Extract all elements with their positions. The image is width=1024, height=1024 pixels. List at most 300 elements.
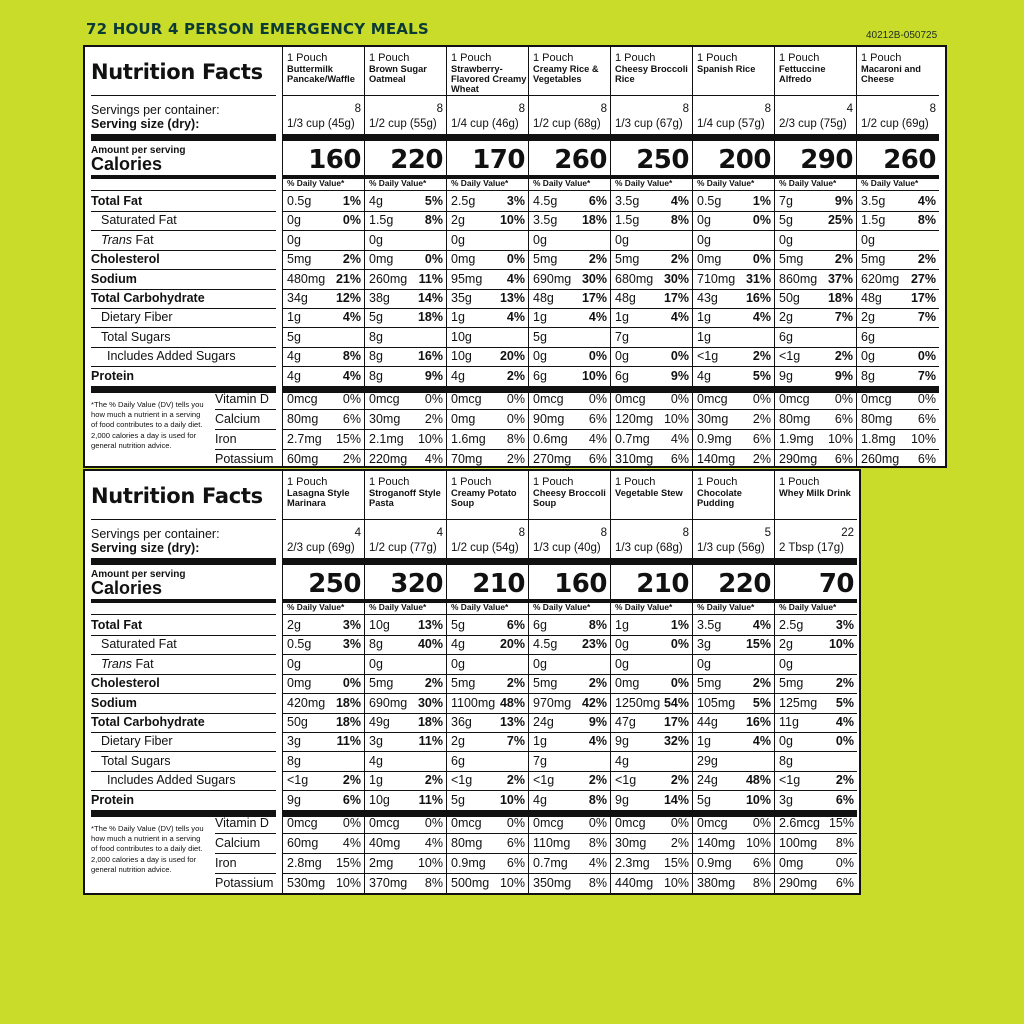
calcium-amount: 80mg <box>287 412 319 426</box>
lot-code: 40212B-050725 <box>866 30 938 41</box>
potassium-daily-value: 4% <box>424 452 443 466</box>
saturated-fat-cell <box>451 211 525 230</box>
total-sugars-cell <box>779 328 853 347</box>
vitamin-d-cell <box>779 389 853 409</box>
potassium-daily-value: 10% <box>335 876 361 890</box>
cholesterol-daily-value: 2% <box>424 676 443 691</box>
product-column <box>283 47 365 466</box>
divider <box>447 95 528 96</box>
total-carbohydrate-amount: 48g <box>615 291 636 305</box>
sodium-label: Sodium <box>91 695 137 710</box>
divider <box>365 190 446 191</box>
trans-fat-cell <box>369 655 443 674</box>
cholesterol-daily-value: 2% <box>670 252 689 267</box>
dietary-fiber-amount: 3g <box>369 734 383 749</box>
potassium-daily-value: 6% <box>588 452 607 466</box>
total-carbohydrate-daily-value: 13% <box>499 715 525 729</box>
iron-cell <box>615 853 689 873</box>
vitamin-d-cell <box>697 389 771 409</box>
calcium-label: Calcium <box>215 836 261 850</box>
sodium-amount: 680mg <box>615 271 654 286</box>
divider <box>611 190 692 191</box>
added-sugars-daily-value: 0% <box>588 349 607 364</box>
calcium-amount: 30mg <box>615 836 647 850</box>
protein-daily-value: 11% <box>418 792 443 807</box>
total-carbohydrate-cell <box>451 289 525 308</box>
trans-label-rest: Fat <box>132 232 154 247</box>
sodium-daily-value: 30% <box>417 695 443 710</box>
serving-size: 1/3 cup (56g) <box>697 542 765 554</box>
pouch-label: 1 Pouch <box>451 52 492 64</box>
iron-amount: 0.6mg <box>533 432 568 446</box>
sodium-cell <box>369 270 443 289</box>
protein-cell <box>287 791 361 810</box>
added-sugars-daily-value: 2% <box>506 773 525 788</box>
potassium-cell <box>615 449 689 469</box>
serving-size: 2 Tbsp (17g) <box>779 542 844 554</box>
dietary-fiber-daily-value: 4% <box>342 310 361 325</box>
potassium-label: Potassium <box>215 452 274 466</box>
calcium-cell <box>369 409 443 429</box>
calcium-amount: 40mg <box>369 836 401 850</box>
added-sugars-amount: <1g <box>533 773 555 788</box>
divider <box>693 134 774 141</box>
servings-per-container: 8 <box>764 103 771 115</box>
pouch-label: 1 Pouch <box>287 476 328 488</box>
cholesterol-amount: 5mg <box>779 252 804 267</box>
cholesterol-cell <box>615 250 689 269</box>
calcium-daily-value: 6% <box>917 412 936 426</box>
product-name: Buttermilk Pancake/Waffle <box>287 64 355 84</box>
divider <box>365 519 446 520</box>
protein-daily-value: 9% <box>834 368 853 383</box>
trans-fat-amount: 0g <box>615 656 629 671</box>
protein-daily-value: 9% <box>670 368 689 383</box>
dietary-fiber-daily-value: 4% <box>506 310 525 325</box>
protein-amount: 4g <box>697 368 711 383</box>
vitamin-d-amount: 0mcg <box>451 816 482 830</box>
calcium-label: Calcium <box>215 412 261 426</box>
total-sugars-amount: 6g <box>451 753 465 768</box>
potassium-amount: 290mg <box>779 876 818 890</box>
total-sugars-cell <box>287 328 361 347</box>
sodium-amount: 480mg <box>287 271 326 286</box>
total-fat-amount: 3.5g <box>861 194 886 208</box>
potassium-amount: 350mg <box>533 876 572 890</box>
total-fat-cell <box>287 616 361 635</box>
added-sugars-cell <box>287 347 361 366</box>
potassium-daily-value: 6% <box>835 876 854 890</box>
added-sugars-cell <box>779 771 854 790</box>
dietary-fiber-amount: 1g <box>533 310 547 325</box>
sodium-cell <box>451 270 525 289</box>
total-carbohydrate-amount: 47g <box>615 715 636 729</box>
added-sugars-cell <box>451 347 525 366</box>
cholesterol-cell <box>861 250 936 269</box>
divider <box>365 95 446 96</box>
sodium-daily-value: 37% <box>827 271 853 286</box>
total-fat-daily-value: 6% <box>588 194 607 208</box>
saturated-fat-cell <box>697 211 771 230</box>
protein-amount: 8g <box>861 368 875 383</box>
added-sugars-label: Includes Added Sugars <box>107 773 236 788</box>
total-sugars-cell <box>369 752 443 771</box>
dietary-fiber-amount: 1g <box>533 734 547 749</box>
total-sugars-label: Total Sugars <box>101 329 171 344</box>
divider <box>693 519 774 520</box>
total-carbohydrate-daily-value: 17% <box>663 715 689 729</box>
total-sugars-amount: 6g <box>779 329 793 344</box>
divider <box>447 519 528 520</box>
added-sugars-daily-value: 20% <box>499 349 525 364</box>
total-sugars-amount: 6g <box>861 329 875 344</box>
calories-value: 210 <box>636 569 689 599</box>
iron-amount: 0.7mg <box>615 432 650 446</box>
product-column <box>775 47 857 466</box>
saturated-fat-daily-value: 18% <box>581 213 607 228</box>
added-sugars-cell <box>369 771 443 790</box>
iron-cell <box>451 429 525 449</box>
added-sugars-daily-value: 2% <box>835 773 854 788</box>
product-name: Whey Milk Drink <box>779 488 851 498</box>
servings-per-container: 5 <box>764 527 771 539</box>
vitamin-d-amount: 0mcg <box>533 816 564 830</box>
product-column <box>693 471 775 893</box>
calories-value: 160 <box>308 145 361 175</box>
product-name: Stroganoff Style Pasta <box>369 488 441 508</box>
servings-per-container: 8 <box>682 527 689 539</box>
protein-cell <box>369 367 443 386</box>
cholesterol-amount: 5mg <box>779 676 804 691</box>
vitamin-d-daily-value: 0% <box>752 816 771 830</box>
dietary-fiber-cell <box>615 732 689 751</box>
vitamin-d-cell <box>369 813 443 833</box>
saturated-fat-cell <box>369 635 443 654</box>
protein-cell <box>615 367 689 386</box>
trans-fat-cell <box>369 231 443 250</box>
cholesterol-amount: 5mg <box>533 676 558 691</box>
potassium-amount: 530mg <box>287 876 326 890</box>
total-fat-amount: 2.5g <box>779 618 804 632</box>
saturated-fat-cell <box>533 635 607 654</box>
nutrition-panel-top <box>83 45 947 468</box>
saturated-fat-cell <box>451 635 525 654</box>
divider <box>91 519 276 520</box>
serving-size: 1/3 cup (68g) <box>615 542 683 554</box>
divider <box>447 190 528 191</box>
pouch-label: 1 Pouch <box>533 476 574 488</box>
total-fat-daily-value: 13% <box>417 618 443 632</box>
dietary-fiber-amount: 5g <box>369 310 383 325</box>
cholesterol-cell <box>697 674 771 693</box>
daily-value-footnote: *The % Daily Value (DV) tells you how much a nutrient in a serving of food contributes to a daily diet. 2,000 calories a day is used for general nutrition advice. <box>91 400 204 450</box>
potassium-amount: 380mg <box>697 876 736 890</box>
dietary-fiber-cell <box>369 732 443 751</box>
amount-per-serving-label: Amount per serving <box>91 569 186 580</box>
vitamin-d-cell <box>451 813 525 833</box>
calcium-amount: 100mg <box>779 836 818 850</box>
trans-fat-cell <box>697 231 771 250</box>
iron-amount: 2mg <box>369 856 394 870</box>
added-sugars-cell <box>779 347 853 366</box>
divider <box>775 558 857 565</box>
trans-label-rest: Fat <box>132 656 154 671</box>
page-title: 72 HOUR 4 PERSON EMERGENCY MEALS <box>86 20 429 38</box>
protein-cell <box>451 791 525 810</box>
product-column <box>529 471 611 893</box>
total-sugars-cell <box>287 752 361 771</box>
calcium-daily-value: 2% <box>670 836 689 850</box>
total-fat-daily-value: 6% <box>506 618 525 632</box>
potassium-daily-value: 2% <box>752 452 771 466</box>
cholesterol-label: Cholesterol <box>91 676 160 691</box>
saturated-fat-amount: 2g <box>779 637 793 652</box>
saturated-fat-cell <box>615 635 689 654</box>
saturated-fat-amount: 0g <box>697 213 711 228</box>
added-sugars-daily-value: 2% <box>424 773 443 788</box>
iron-cell <box>697 429 771 449</box>
cholesterol-cell <box>287 674 361 693</box>
product-column <box>857 47 939 466</box>
iron-daily-value: 8% <box>506 432 525 446</box>
added-sugars-amount: 1g <box>369 773 383 788</box>
total-fat-daily-value: 5% <box>424 194 443 208</box>
saturated-fat-amount: 4.5g <box>533 637 558 652</box>
sodium-amount: 690mg <box>533 271 572 286</box>
protein-label: Protein <box>91 792 135 807</box>
cholesterol-amount: 0mg <box>369 252 394 267</box>
protein-daily-value: 2% <box>506 368 525 383</box>
potassium-cell <box>451 873 525 893</box>
divider <box>857 134 939 141</box>
divider <box>283 134 364 141</box>
calories-value: 220 <box>390 145 443 175</box>
dietary-fiber-daily-value: 7% <box>917 310 936 325</box>
protein-cell <box>697 791 771 810</box>
serving-size: 1/2 cup (77g) <box>369 542 437 554</box>
vitamin-d-amount: 0mcg <box>369 816 400 830</box>
total-carbohydrate-daily-value: 16% <box>745 291 771 305</box>
product-name: Macaroni and Cheese <box>861 64 921 84</box>
saturated-fat-amount: 3.5g <box>533 213 558 228</box>
dietary-fiber-amount: 0g <box>779 734 793 749</box>
product-column <box>529 47 611 466</box>
total-sugars-cell <box>533 328 607 347</box>
sodium-cell <box>287 694 361 713</box>
saturated-fat-amount: 0g <box>287 213 301 228</box>
saturated-fat-cell <box>697 635 771 654</box>
cholesterol-daily-value: 0% <box>342 676 361 691</box>
divider <box>283 614 364 615</box>
product-column <box>447 47 529 466</box>
potassium-amount: 440mg <box>615 876 654 890</box>
protein-cell <box>697 367 771 386</box>
added-sugars-amount: 10g <box>451 349 472 364</box>
saturated-fat-cell <box>779 211 853 230</box>
dietary-fiber-cell <box>779 308 853 327</box>
iron-daily-value: 10% <box>910 432 936 446</box>
trans-fat-label <box>101 655 154 674</box>
total-sugars-amount: 7g <box>533 753 547 768</box>
trans-fat-amount: 0g <box>287 232 301 247</box>
vitamin-d-amount: 0mcg <box>697 816 728 830</box>
total-carbohydrate-daily-value: 14% <box>417 291 443 305</box>
trans-label-italic: Trans <box>101 656 133 671</box>
vitamin-d-amount: 0mcg <box>533 392 564 406</box>
sodium-cell <box>615 270 689 289</box>
iron-daily-value: 6% <box>506 856 525 870</box>
cholesterol-amount: 0mg <box>697 252 722 267</box>
protein-cell <box>533 367 607 386</box>
total-sugars-cell <box>861 328 936 347</box>
saturated-fat-amount: 0g <box>615 637 629 652</box>
cholesterol-amount: 5mg <box>533 252 558 267</box>
total-fat-daily-value: 1% <box>670 618 689 632</box>
calcium-daily-value: 2% <box>752 412 771 426</box>
calories-value: 210 <box>472 569 525 599</box>
potassium-daily-value: 8% <box>424 876 443 890</box>
dietary-fiber-cell <box>287 732 361 751</box>
sodium-daily-value: 5% <box>835 695 854 710</box>
trans-fat-amount: 0g <box>287 656 301 671</box>
iron-cell <box>697 853 771 873</box>
vitamin-d-amount: 0mcg <box>861 392 892 406</box>
total-carbohydrate-amount: 48g <box>533 291 554 305</box>
serving-size-label: Serving size (dry): <box>91 541 200 555</box>
vitamin-d-amount: 0mcg <box>779 392 810 406</box>
protein-daily-value: 5% <box>752 368 771 383</box>
cholesterol-cell <box>451 674 525 693</box>
daily-value-heading: % Daily Value* <box>369 602 427 612</box>
cholesterol-cell <box>533 250 607 269</box>
potassium-daily-value: 6% <box>670 452 689 466</box>
saturated-fat-label: Saturated Fat <box>101 213 177 228</box>
added-sugars-daily-value: 2% <box>342 773 361 788</box>
cholesterol-amount: 0mg <box>615 676 640 691</box>
total-fat-daily-value: 3% <box>506 194 525 208</box>
total-fat-amount: 6g <box>533 618 547 632</box>
iron-daily-value: 15% <box>663 856 689 870</box>
potassium-cell <box>779 873 854 893</box>
saturated-fat-amount: 8g <box>369 637 383 652</box>
potassium-cell <box>697 449 771 469</box>
potassium-cell <box>287 873 361 893</box>
trans-fat-cell <box>533 655 607 674</box>
potassium-amount: 270mg <box>533 452 572 466</box>
total-fat-daily-value: 4% <box>917 194 936 208</box>
vitamin-d-label: Vitamin D <box>215 392 269 406</box>
calories-label: Calories <box>91 154 163 174</box>
dietary-fiber-daily-value: 32% <box>663 734 689 749</box>
nutrition-facts-title: Nutrition Facts <box>91 484 263 508</box>
protein-amount: 8g <box>369 368 383 383</box>
serving-size: 1/3 cup (45g) <box>287 118 355 130</box>
divider <box>91 599 276 603</box>
cholesterol-daily-value: 2% <box>588 252 607 267</box>
trans-label-italic: Trans <box>101 232 133 247</box>
pouch-label: 1 Pouch <box>697 52 738 64</box>
total-carbohydrate-cell <box>779 289 853 308</box>
trans-fat-amount: 0g <box>533 656 547 671</box>
potassium-amount: 140mg <box>697 452 736 466</box>
divider <box>529 190 610 191</box>
trans-fat-amount: 0g <box>779 656 793 671</box>
total-fat-amount: 4.5g <box>533 194 558 208</box>
potassium-daily-value: 2% <box>506 452 525 466</box>
total-sugars-cell <box>697 328 771 347</box>
sodium-cell <box>533 270 607 289</box>
calcium-cell <box>287 833 361 853</box>
added-sugars-cell <box>615 771 689 790</box>
vitamin-d-daily-value: 0% <box>424 816 443 830</box>
saturated-fat-cell <box>287 635 361 654</box>
product-name: Brown Sugar Oatmeal <box>369 64 427 84</box>
total-sugars-cell <box>779 752 854 771</box>
potassium-label: Potassium <box>215 876 274 890</box>
protein-daily-value: 4% <box>342 368 361 383</box>
calcium-daily-value: 2% <box>424 412 443 426</box>
total-fat-amount: 5g <box>451 618 465 632</box>
protein-daily-value: 8% <box>588 792 607 807</box>
total-fat-amount: 3.5g <box>615 194 640 208</box>
sodium-amount: 1250mg <box>615 695 661 710</box>
vitamin-d-cell <box>287 389 361 409</box>
iron-cell <box>533 429 607 449</box>
cholesterol-amount: 5mg <box>287 252 312 267</box>
calcium-daily-value: 4% <box>342 836 361 850</box>
potassium-amount: 310mg <box>615 452 654 466</box>
total-sugars-cell <box>369 328 443 347</box>
pouch-label: 1 Pouch <box>615 52 656 64</box>
serving-size-label: Serving size (dry): <box>91 117 200 131</box>
total-sugars-amount: 8g <box>287 753 301 768</box>
sodium-cell <box>615 694 689 713</box>
divider <box>529 95 610 96</box>
sodium-daily-value: 54% <box>663 695 689 710</box>
total-fat-cell <box>779 192 853 211</box>
cholesterol-cell <box>533 674 607 693</box>
dietary-fiber-cell <box>533 308 607 327</box>
saturated-fat-amount: 0.5g <box>287 637 312 652</box>
potassium-cell <box>369 873 443 893</box>
iron-amount: 0.9mg <box>697 856 732 870</box>
divider <box>775 134 856 141</box>
dietary-fiber-amount: 1g <box>287 310 301 325</box>
total-carbohydrate-amount: 49g <box>369 715 390 729</box>
protein-amount: 9g <box>779 368 793 383</box>
total-carbohydrate-amount: 11g <box>779 715 799 729</box>
saturated-fat-cell <box>779 635 854 654</box>
total-carbohydrate-daily-value: 18% <box>335 715 361 729</box>
dietary-fiber-amount: 2g <box>451 734 465 749</box>
total-fat-daily-value: 3% <box>835 618 854 632</box>
calcium-amount: 120mg <box>615 412 654 426</box>
total-carbohydrate-cell <box>451 713 525 732</box>
pouch-label: 1 Pouch <box>287 52 328 64</box>
product-column <box>283 471 365 893</box>
vitamin-d-daily-value: 0% <box>506 816 525 830</box>
potassium-amount: 500mg <box>451 876 490 890</box>
total-carbohydrate-daily-value: 16% <box>745 715 771 729</box>
added-sugars-daily-value: 0% <box>670 349 689 364</box>
total-carbohydrate-daily-value: 18% <box>827 291 853 305</box>
vitamin-d-daily-value: 0% <box>670 816 689 830</box>
trans-fat-amount: 0g <box>779 232 793 247</box>
total-sugars-amount: 10g <box>451 329 472 344</box>
protein-amount: 4g <box>287 368 301 383</box>
potassium-cell <box>369 449 443 469</box>
dietary-fiber-daily-value: 7% <box>834 310 853 325</box>
